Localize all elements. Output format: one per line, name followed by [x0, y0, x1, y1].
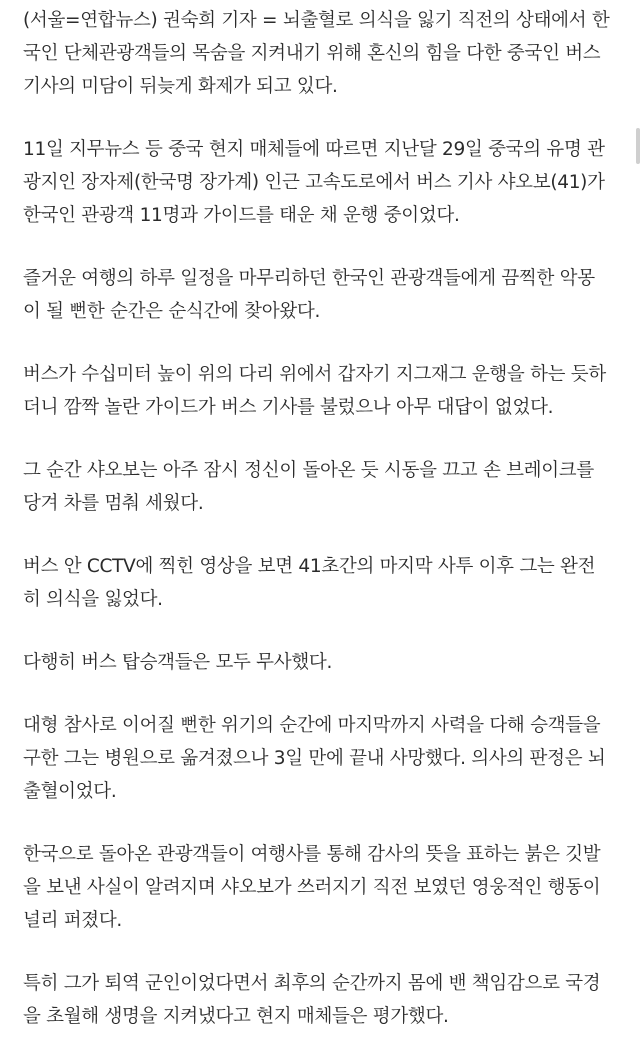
paragraph-line: 을 보낸 사실이 알려지며 샤오보가 쓰러지기 직전 보였던 영웅적인 행동이 — [23, 877, 601, 898]
article-paragraph — [23, 358, 619, 424]
article-paragraph — [23, 838, 619, 937]
article-paragraph — [23, 709, 619, 808]
paragraph-line: 국인 단체관광객들의 목숨을 지켜내기 위해 혼신의 힘을 다한 중국인 버스 — [23, 43, 601, 64]
paragraph-line: (서울=연합뉴스) 권숙희 기자 = 뇌출혈로 의식을 잃기 직전의 상태에서 한 — [23, 10, 610, 31]
paragraph-line: 한국으로 돌아온 관광객들이 여행사를 통해 감사의 뜻을 표하는 붉은 깃발 — [23, 844, 601, 865]
paragraph-line: 특히 그가 퇴역 군인이었다면서 최후의 순간까지 몸에 밴 책임감으로 국경 — [23, 973, 601, 994]
article-paragraph — [23, 4, 619, 103]
article-paragraph — [23, 133, 619, 232]
article-paragraph — [23, 646, 619, 679]
paragraph-line: 11일 지무뉴스 등 중국 현지 매체들에 따르면 지난달 29일 중국의 유명 관 — [23, 139, 605, 160]
article-body — [23, 4, 619, 1033]
article-paragraph — [23, 967, 619, 1033]
article-paragraph — [23, 454, 619, 520]
paragraph-line: 즐거운 여행의 하루 일정을 마무리하던 한국인 관광객들에게 끔찍한 악몽 — [23, 268, 595, 289]
paragraph-line: 출혈이었다. — [23, 781, 117, 802]
paragraph-line: 그 순간 샤오보는 아주 잠시 정신이 돌아온 듯 시동을 끄고 손 브레이크를 — [23, 460, 594, 481]
paragraph-line: 한국인 관광객 11명과 가이드를 태운 채 운행 중이었다. — [23, 205, 460, 226]
paragraph-line: 버스 안 CCTV에 찍힌 영상을 보면 41초간의 마지막 사투 이후 그는 완전 — [23, 556, 596, 577]
paragraph-line: 버스가 수십미터 높이 위의 다리 위에서 갑자기 지그재그 운행을 하는 듯하 — [23, 364, 606, 385]
paragraph-line: 기사의 미담이 뒤늦게 화제가 되고 있다. — [23, 76, 338, 97]
paragraph-line: 이 될 뻔한 순간은 순식간에 찾아왔다. — [23, 301, 321, 322]
paragraph-line: 구한 그는 병원으로 옮겨졌으나 3일 만에 끝내 사망했다. 의사의 판정은 뇌 — [23, 748, 606, 769]
paragraph-line: 히 의식을 잃었다. — [23, 589, 163, 610]
paragraph-line: 널리 퍼졌다. — [23, 910, 123, 931]
paragraph-line: 을 초월해 생명을 지켜냈다고 현지 매체들은 평가했다. — [23, 1006, 449, 1027]
article-paragraph — [23, 550, 619, 616]
paragraph-line: 더니 깜짝 놀란 가이드가 버스 기사를 불렀으나 아무 대답이 없었다. — [23, 397, 554, 418]
paragraph-line: 당겨 차를 멈춰 세웠다. — [23, 493, 204, 514]
paragraph-line: 다행히 버스 탑승객들은 모두 무사했다. — [23, 652, 333, 673]
scrollbar-thumb[interactable] — [636, 128, 640, 164]
article-paragraph — [23, 262, 619, 328]
paragraph-line: 광지인 장자제(한국명 장가계) 인근 고속도로에서 버스 기사 샤오보(41)가 — [23, 172, 605, 193]
paragraph-line: 대형 참사로 이어질 뻔한 위기의 순간에 마지막까지 사력을 다해 승객들을 — [23, 715, 601, 736]
